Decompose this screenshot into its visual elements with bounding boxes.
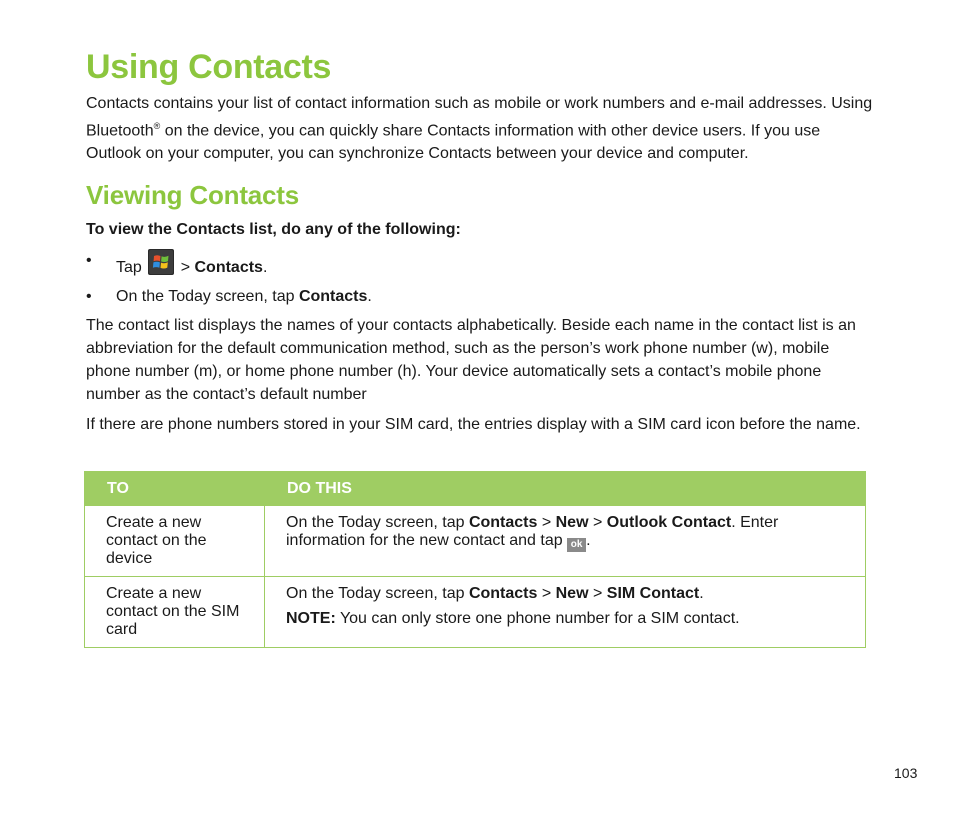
sim-paragraph: If there are phone numbers stored in your SIM card, the entries display with a SIM card icon before the name.: [86, 416, 861, 434]
windows-start-icon: [148, 249, 174, 275]
row-task: Create a new contact on the SIM card: [85, 577, 265, 648]
instructions-table: [84, 471, 866, 648]
intro-paragraph: Contacts contains your list of contact information such as mobile or work numbers and e-mail addresses. Using Bluetooth® on the device, you can quickly share Contacts information with other device users. If you use Outlook on your computer, you can synchronize Contacts between your device and computer.: [86, 95, 873, 163]
table-row: [85, 506, 866, 577]
note-label: NOTE:: [286, 610, 336, 627]
bullet-item-tap-start: • Tap > Contacts.: [86, 249, 876, 279]
row-task: Create a new contact on the device: [85, 506, 265, 577]
note-line: NOTE: You can only store one phone number for a SIM contact.: [286, 610, 740, 627]
contact-list-paragraph: The contact list displays the names of your contacts alphabetically. Beside each name in the contact list is an abbreviation for the default communication method, such as the person’s work phone number (w), mobile phone number (m), or home phone number (h). Your device automatically sets a contact’s mobile phone number as the contact’s default number: [86, 317, 856, 404]
bullet-dot: •: [86, 252, 92, 270]
row-steps: On the Today screen, tap Contacts > New > SIM Contact. NOTE: You can only store one phone number for a SIM contact.: [265, 577, 866, 648]
section-heading: Viewing Contacts: [86, 180, 300, 211]
contacts-label: Contacts: [298, 288, 368, 306]
header-to: TO: [85, 472, 265, 506]
table-header-row: [85, 472, 866, 506]
bullet-list: [86, 249, 876, 308]
page-title: Using Contacts: [86, 48, 332, 86]
ok-button-icon: ok: [567, 538, 586, 552]
registered-mark: ®: [153, 121, 161, 131]
section-lead: To view the Contacts list, do any of the following:: [86, 221, 461, 239]
bullet-dot: •: [86, 288, 92, 306]
bullet-item-today-screen: • On the Today screen, tap Contacts.: [86, 285, 876, 308]
page-content: [86, 46, 876, 436]
header-do-this: DO THIS: [265, 472, 866, 506]
row-steps: On the Today screen, tap Contacts > New > Outlook Contact. Enter information for the new contact and tap ok .: [265, 506, 866, 577]
page-number: 103: [894, 765, 918, 781]
table-row: [85, 577, 866, 648]
contacts-label: Contacts: [194, 259, 263, 277]
